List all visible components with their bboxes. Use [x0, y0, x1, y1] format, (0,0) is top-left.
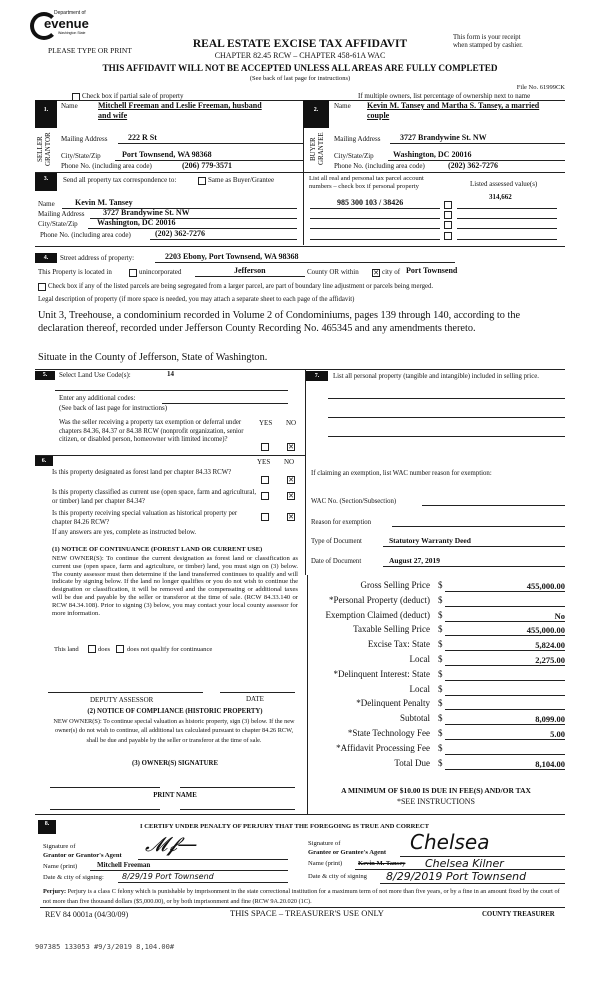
- section-1-number: 1.: [35, 100, 57, 128]
- forest-yes-checkbox[interactable]: [261, 476, 269, 484]
- buyer-grantee-label: BUYER GRANTEE: [309, 132, 325, 166]
- minimum-due-note: A MINIMUM OF $10.00 IS DUE IN FEE(S) AND/OR TAX: [341, 786, 531, 795]
- legal-description[interactable]: Unit 3, Treehouse, a condominium recorded in Volume 2 of Condominiums, pages 139 through 140, according to the declaration thereof, recorded under Jefferson County Recording No. 465345 and any amendments thereto.: [38, 310, 521, 334]
- print-name-label: PRINT NAME: [153, 792, 197, 799]
- label: Phone No. (including area code): [61, 162, 152, 170]
- label: Grantee or Grantee's Agent: [308, 849, 387, 856]
- currency-symbol: $: [438, 580, 443, 590]
- label: Phone No. (including area code): [334, 162, 425, 170]
- seller-address[interactable]: 222 R St: [128, 133, 157, 142]
- see-instructions: *SEE INSTRUCTIONS: [396, 797, 475, 806]
- notice-continuance-text: NEW OWNER(S): To continue the current designation as forest land or classification as current use (open space, farm and agriculture, or timber) land, you must sign on (3) below. The county assessor must then determine if the land transferred continues to qualify and will indicate by signing below. If the land no longer qualifies or you do not wish to continue the designation or classification, it will be removed and the compensating or additional taxes will be due and payable by the seller or transferor at the time of sale. (RCW 84.33.140 or RCW 84.34.108). Prior to signing (3) below, you may contact your local county assessor for more information.: [52, 555, 298, 617]
- exemption-no-checkbox[interactable]: ✕: [288, 443, 294, 451]
- cashier-stamp: 907385 133053 #9/3/2019 8,104.00#: [35, 943, 175, 951]
- notice-compliance-text: NEW OWNER(S): To continue special valuation as historic property, sign (3) below. If the new owner(s) do not wish to continue, all additional tax calculated pursuant to chapter 84.26 RCW, shall be due and payable by the seller or transferor at the time of sale.: [53, 718, 295, 744]
- located-label: This Property is located in: [38, 268, 112, 276]
- currency-symbol: $: [438, 624, 443, 635]
- chapter: CHAPTER 82.45 RCW – CHAPTER 458-61A WAC: [214, 51, 386, 60]
- fee-value[interactable]: [445, 699, 565, 710]
- perjury-text: Perjury is a class C felony which is punishable by imprisonment in the state correctional institution for a maximum term of not more than five years, or by a fine in an amount fixed by the court of not more than five thousand dollars ($5,000.00), or by both imprisonment and fine (RCW 9A.20.020 (1C).: [43, 888, 560, 905]
- label: Mailing Address: [38, 210, 85, 218]
- unincorporated-checkbox[interactable]: [129, 269, 137, 277]
- buyer-phone[interactable]: (202) 362-7276: [448, 161, 498, 170]
- buyer-name-cont[interactable]: couple: [367, 111, 390, 120]
- label: City/State/Zip: [334, 152, 374, 160]
- fee-label: Local: [409, 654, 430, 664]
- multiple-owners-note: If multiple owners, list percentage of ownership next to name: [358, 92, 531, 100]
- grantee-print-name[interactable]: Chelsea Kilner: [425, 857, 504, 870]
- currency-symbol: $: [438, 594, 443, 605]
- same-as-buyer-checkbox[interactable]: [198, 177, 206, 185]
- fee-label: *Affidavit Processing Fee: [336, 742, 430, 753]
- buyer-name[interactable]: Kevin M. Tansey and Martha S. Tansey, a married: [367, 101, 540, 110]
- label: Name: [38, 200, 55, 208]
- situate-text: Situate in the County of Jefferson, State of Washington.: [38, 352, 268, 363]
- wac-label: WAC No. (Section/Subsection): [311, 498, 397, 505]
- see-back-note: (See back of last page for instructions): [59, 404, 168, 412]
- label: Mailing Address: [334, 135, 381, 143]
- personal-property-checkbox[interactable]: [444, 221, 452, 229]
- does-not-checkbox[interactable]: [116, 645, 124, 653]
- label: Name (print): [43, 863, 78, 870]
- personal-property-checkbox[interactable]: [444, 211, 452, 219]
- correspondence-address[interactable]: 3727 Brandywine St. NW: [103, 208, 190, 217]
- personal-property-checkbox[interactable]: [444, 201, 452, 209]
- currency-symbol: $: [438, 728, 443, 738]
- seller-name[interactable]: Mitchell Freeman and Leslie Freeman, husband: [98, 101, 262, 110]
- fee-label: Subtotal: [399, 713, 430, 724]
- fee-label: Gross Selling Price: [360, 580, 430, 590]
- label: Grantor or Grantor's Agent: [43, 852, 122, 859]
- receipt-note: when stamped by cashier.: [453, 42, 523, 49]
- fee-value[interactable]: 2,275.00: [445, 655, 565, 666]
- fee-value[interactable]: 5.00: [445, 729, 565, 740]
- city-label: city of: [382, 268, 401, 276]
- current-use-question: Is this property classified as current use (open space, farm and agricultural, or timber) land per chapter 84.34?: [52, 489, 257, 505]
- seller-city[interactable]: Port Townsend, WA 98368: [122, 150, 212, 159]
- currency-symbol: $: [438, 757, 443, 768]
- grantee-name-struck: Kevin M. Tansey: [358, 860, 406, 867]
- forest-no-checkbox[interactable]: ✕: [288, 476, 294, 484]
- correspondence-city[interactable]: Washington, DC 20016: [97, 218, 176, 227]
- buyer-city[interactable]: Washington, DC 20016: [393, 150, 472, 159]
- land-use-label: Select Land Use Code(s):: [59, 371, 131, 379]
- file-number: File No. 61999CK: [516, 84, 565, 91]
- section-6-number: 6.: [35, 456, 53, 466]
- within-city-checkbox[interactable]: ✕: [373, 269, 379, 277]
- currency-symbol: $: [438, 609, 443, 620]
- fee-label: Total Due: [394, 757, 430, 768]
- fee-value[interactable]: 455,000.00: [445, 625, 565, 636]
- city[interactable]: Port Townsend: [406, 266, 458, 275]
- county-treasurer: COUNTY TREASURER: [482, 911, 555, 918]
- grantor-print-name[interactable]: Mitchell Freeman: [97, 861, 151, 869]
- historic-question: Is this property receiving special valuation as historical property per chapter 84.26 RCW?: [52, 510, 238, 526]
- does-label: does: [98, 646, 111, 653]
- label: Name: [334, 102, 351, 110]
- seller-grantor-label: SELLER GRANTOR: [36, 132, 52, 166]
- see-back: (See back of last page for instructions): [249, 75, 351, 82]
- county[interactable]: Jefferson: [234, 266, 266, 275]
- section-4-number: 4.: [35, 253, 57, 263]
- label: Date & city of signing: [308, 873, 367, 880]
- historic-no-checkbox[interactable]: ✕: [288, 513, 294, 521]
- assessed-value[interactable]: 314,662: [489, 193, 512, 201]
- section-5-number: 5.: [35, 371, 55, 380]
- label: City/State/Zip: [61, 152, 101, 160]
- section-7-number: 7.: [306, 371, 328, 381]
- no-header: NO: [284, 458, 295, 466]
- label: Phone No. (including area code): [40, 231, 131, 239]
- seller-phone[interactable]: (206) 779-3571: [182, 161, 232, 170]
- doc-type-label: Type of Document: [311, 538, 362, 545]
- correspondence-name[interactable]: Kevin M. Tansey: [75, 198, 133, 207]
- label: Signature of: [43, 843, 76, 850]
- seller-name-cont[interactable]: and wife: [98, 111, 128, 120]
- parcel-number[interactable]: 985 300 103 / 38426: [337, 198, 404, 207]
- fee-label: *Delinquent Interest: State: [333, 668, 430, 679]
- parcel-label: numbers – check box if personal property: [309, 183, 419, 190]
- currency-symbol: $: [438, 654, 443, 664]
- current-use-yes-checkbox[interactable]: [261, 492, 269, 500]
- does-checkbox[interactable]: [88, 645, 96, 653]
- grantee-date-city[interactable]: 8/29/2019 Port Townsend: [386, 870, 527, 883]
- fee-value[interactable]: No: [445, 611, 565, 622]
- parcel-label: List all real and personal tax parcel account: [309, 175, 424, 182]
- doc-date-label: Date of Document: [311, 558, 362, 565]
- yes-header: YES: [257, 458, 271, 466]
- notice-continuance-title: (1) NOTICE OF CONTINUANCE (FOREST LAND OR CURRENT USE): [52, 546, 263, 553]
- segregated-checkbox[interactable]: [38, 283, 46, 291]
- form-revision: REV 84 0001a (04/30/09): [45, 910, 129, 919]
- unincorporated-label: unincorporated: [139, 268, 182, 276]
- certification-statement: I CERTIFY UNDER PENALTY OF PERJURY THAT THE FOREGOING IS TRUE AND CORRECT: [140, 823, 429, 830]
- currency-symbol: $: [438, 742, 443, 753]
- doc-date[interactable]: August 27, 2019: [389, 556, 441, 565]
- perjury-label: Perjury:: [43, 888, 67, 895]
- forest-question: Is this property designated as forest land per chapter 84.33 RCW?: [52, 469, 232, 476]
- this-land-label: This land: [54, 646, 79, 653]
- section-8-number: 8.: [38, 820, 56, 834]
- does-not-label: does not qualify for continuance: [127, 646, 213, 653]
- label: Signature of: [308, 840, 341, 847]
- fee-label: Excise Tax: State: [367, 639, 430, 650]
- grantee-signature[interactable]: Chelsea: [410, 830, 490, 854]
- land-use-code[interactable]: 14: [167, 370, 174, 378]
- exemption-yes-checkbox[interactable]: [261, 443, 269, 451]
- fee-label: *Delinquent Penalty: [356, 698, 430, 709]
- fee-label: Exemption Claimed (deduct): [325, 609, 430, 620]
- correspondence-phone[interactable]: (202) 362-7276: [155, 229, 205, 238]
- label: Date & city of signing:: [43, 874, 104, 881]
- form-title: REAL ESTATE EXCISE TAX AFFIDAVIT: [192, 38, 408, 50]
- segregated-label: Check box if any of the listed parcels are being segregated from a larger parcel, are part of boundary line adjustment or parcels being merged.: [48, 283, 434, 290]
- label: City/State/Zip: [38, 220, 78, 228]
- assessed-label: Listed assessed value(s): [470, 180, 538, 188]
- same-as-buyer-label: Same as Buyer/Grantee: [208, 176, 275, 184]
- currency-symbol: $: [438, 668, 443, 679]
- label: Street address of property:: [60, 254, 135, 262]
- fee-value[interactable]: [445, 685, 565, 696]
- currency-symbol: $: [438, 683, 443, 694]
- fee-label: Local: [409, 683, 430, 694]
- fee-value[interactable]: [445, 744, 565, 755]
- fee-value[interactable]: 5,824.00: [445, 640, 565, 651]
- partial-sale-label: Check box if partial sale of property: [82, 92, 184, 100]
- treasurer-space: THIS SPACE – TREASURER'S USE ONLY: [230, 908, 384, 918]
- buyer-address[interactable]: 3727 Brandywine St. NW: [400, 133, 487, 142]
- fee-label: *Personal Property (deduct): [329, 594, 430, 605]
- currency-symbol: $: [438, 698, 443, 709]
- fee-value[interactable]: 8,099.00: [445, 714, 565, 725]
- grantor-date-city[interactable]: 8/29/19 Port Townsend: [122, 872, 214, 881]
- fee-label: Taxable Selling Price: [353, 624, 430, 635]
- section-2-number: 2.: [303, 100, 329, 128]
- legal-label: Legal description of property (if more space is needed, you may attach a separate sheet to each page of the affidavit): [38, 296, 355, 303]
- additional-codes-label: Enter any additional codes:: [59, 394, 136, 402]
- date-label: DATE: [246, 695, 264, 703]
- fee-value[interactable]: [445, 596, 565, 607]
- no-header: NO: [286, 419, 297, 427]
- label: Name (print): [308, 860, 343, 867]
- currency-symbol: $: [438, 639, 443, 650]
- currency-symbol: $: [438, 713, 443, 724]
- historic-yes-checkbox[interactable]: [261, 513, 269, 521]
- type-or-print: PLEASE TYPE OR PRINT: [48, 46, 132, 55]
- doc-type[interactable]: Statutory Warranty Deed: [389, 536, 471, 545]
- county-label: County OR within: [307, 268, 359, 276]
- exemption-question: Was the seller receiving a property tax exemption or deferral under chapters 84.36, 84.37 or 84.38 RCW (nonprofit organization, senior citizen, or disabled person, homeowner with limited income)?: [59, 419, 244, 444]
- fee-label: *State Technology Fee: [347, 728, 430, 738]
- correspondence-label: Send all property tax correspondence to:: [63, 176, 177, 184]
- notice-compliance-title: (2) NOTICE OF COMPLIANCE (HISTORIC PROPERTY): [87, 708, 263, 715]
- fee-value[interactable]: 455,000.00: [445, 581, 565, 592]
- reason-label: Reason for exemption: [311, 519, 372, 526]
- label: Name: [61, 102, 78, 110]
- perjury-notice: [43, 887, 565, 906]
- owner-signature-title: (3) OWNER(S) SIGNATURE: [132, 760, 218, 767]
- receipt-note: This form is your receipt: [453, 34, 521, 41]
- warning: THIS AFFIDAVIT WILL NOT BE ACCEPTED UNLESS ALL AREAS ARE FULLY COMPLETED: [102, 63, 498, 73]
- grantor-signature[interactable]: 𝓜𝓯—: [145, 832, 198, 856]
- yes-header: YES: [259, 419, 273, 427]
- personal-property-checkbox[interactable]: [444, 232, 452, 240]
- label: Mailing Address: [61, 135, 108, 143]
- deputy-assessor-label: DEPUTY ASSESSOR: [90, 696, 154, 704]
- property-address[interactable]: 2203 Ebony, Port Townsend, WA 98368: [165, 252, 299, 261]
- if-yes-note: If any answers are yes, complete as instructed below.: [52, 529, 197, 536]
- fee-value[interactable]: [445, 670, 565, 681]
- revenue-logo: Department of evenue Washington State: [30, 8, 96, 38]
- section-3-number: 3.: [35, 173, 57, 191]
- personal-property-label: List all personal property (tangible and intangible) included in selling price.: [333, 373, 539, 380]
- current-use-no-checkbox[interactable]: ✕: [288, 492, 294, 500]
- fee-value[interactable]: 8,104.00: [445, 759, 565, 770]
- exemption-label: If claiming an exemption, list WAC number reason for exemption:: [311, 470, 492, 477]
